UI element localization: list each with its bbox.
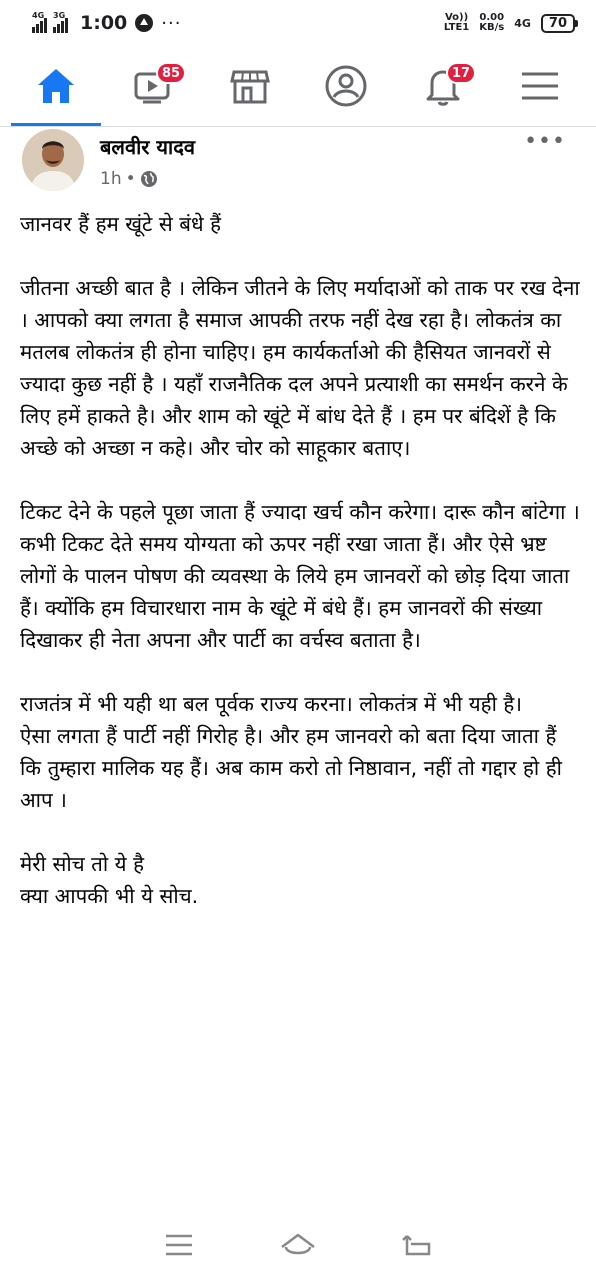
volte-indicator <box>444 13 469 33</box>
post-meta <box>100 169 158 189</box>
volte-label: Vo)) <box>444 12 469 23</box>
signal-sim2-icon <box>53 13 68 33</box>
battery-level: 70 <box>541 14 575 33</box>
more-notifications-icon: ··· <box>161 12 182 34</box>
nav-menu-tab[interactable] <box>505 46 575 126</box>
post-author-name[interactable]: बलवीर यादव <box>100 135 195 159</box>
post-body <box>20 208 580 944</box>
home-icon <box>35 66 77 106</box>
battery-icon <box>541 14 578 33</box>
watch-badge: 85 <box>156 62 186 84</box>
upload-icon <box>135 14 153 32</box>
top-nav-bar <box>0 46 596 126</box>
post-time[interactable]: 1h <box>100 169 122 189</box>
author-avatar[interactable] <box>22 129 84 191</box>
post-paragraph: जानवर हैं हम खूंटे से बंधे हैं <box>20 212 221 236</box>
network-speed <box>479 13 504 33</box>
post-options-icon[interactable]: ••• <box>524 129 566 154</box>
profile-icon <box>324 64 368 108</box>
post-header <box>0 127 596 207</box>
nav-marketplace-tab[interactable] <box>215 46 285 126</box>
nav-home-tab[interactable] <box>21 46 91 126</box>
notifications-badge: 17 <box>446 62 476 84</box>
home-button[interactable] <box>278 1225 318 1265</box>
hamburger-menu-icon <box>518 68 562 104</box>
globe-icon <box>140 170 158 188</box>
home-outline-icon <box>278 1231 318 1259</box>
post-paragraph: टिकट देने के पहले पूछा जाता हैं ज्यादा खर्च कौन करेगा। दारू कौन बांटेगा । कभी टिकट देते समय योग्यता को ऊपर नहीं रखा जाता हैं। और ऐसे भ्रष्ट लोगों के पालन पोषण की व्यवस्था के लिये हम जानवरों को छोड़ दिया जाता हैं। क्योंकि हम विचारधारा नाम के खूंटे में बंधे हैं। हम जानवरों की संख्या दिखाकर ही नेता अपना और पार्टी का वर्चस्व बताता है। <box>20 500 580 652</box>
sim1-network-label: 4G <box>32 11 45 20</box>
marketplace-store-icon <box>228 66 272 106</box>
recent-apps-button[interactable] <box>159 1225 199 1265</box>
speed-value: 0.00 <box>479 12 505 23</box>
status-bar <box>0 0 596 46</box>
nav-watch-tab[interactable] <box>118 46 188 126</box>
system-nav-bar <box>0 1210 596 1280</box>
lte-label: LTE1 <box>443 22 470 33</box>
back-arrow-icon <box>401 1232 433 1258</box>
meta-separator: • <box>125 169 136 189</box>
sim2-network-label: 3G <box>53 11 66 20</box>
speed-unit: KB/s <box>479 22 505 33</box>
nav-notifications-tab[interactable] <box>408 46 478 126</box>
clock: 1:00 <box>80 12 128 34</box>
nav-profile-tab[interactable] <box>311 46 381 126</box>
post-paragraph: मेरी सोच तो ये है क्या आपकी भी ये सोच. <box>20 852 199 908</box>
post-paragraph: जीतना अच्छी बात है । लेकिन जीतने के लिए मर्यादाओं को ताक पर रख देना । आपको क्या लगता है समाज आपकी तरफ नहीं देख रहा है। लोकतंत्र का मतलब लोकतंत्र ही होना चाहिए। हम कार्यकर्ताओ की हैसियत जानवरों से ज्यादा कुछ नहीं है । यहाँ राजनैतिक दल अपने प्रत्याशी का समर्थन करने के लिए हमें हाकते है। और शाम को खूंटे में बांध देते हैं । हम पर बंदिशें है कि अच्छे को अच्छा न कहे। और चोर को साहूकार बताए। <box>20 276 580 460</box>
post-paragraph: राजतंत्र में भी यही था बल पूर्वक राज्य करना। लोकतंत्र में भी यही है। ऐसा लगता हैं पार्टी नहीं गिरोह है। और हम जानवरो को बता दिया जाता हैं कि तुम्हारा मालिक यह हैं। अब काम करो तो निष्ठावान, नहीं तो गद्दार हो ही आप । <box>20 692 562 812</box>
network-type-icon: 4G <box>514 16 531 30</box>
back-button[interactable] <box>397 1225 437 1265</box>
signal-sim1-icon <box>32 13 47 33</box>
menu-lines-icon <box>164 1232 194 1258</box>
